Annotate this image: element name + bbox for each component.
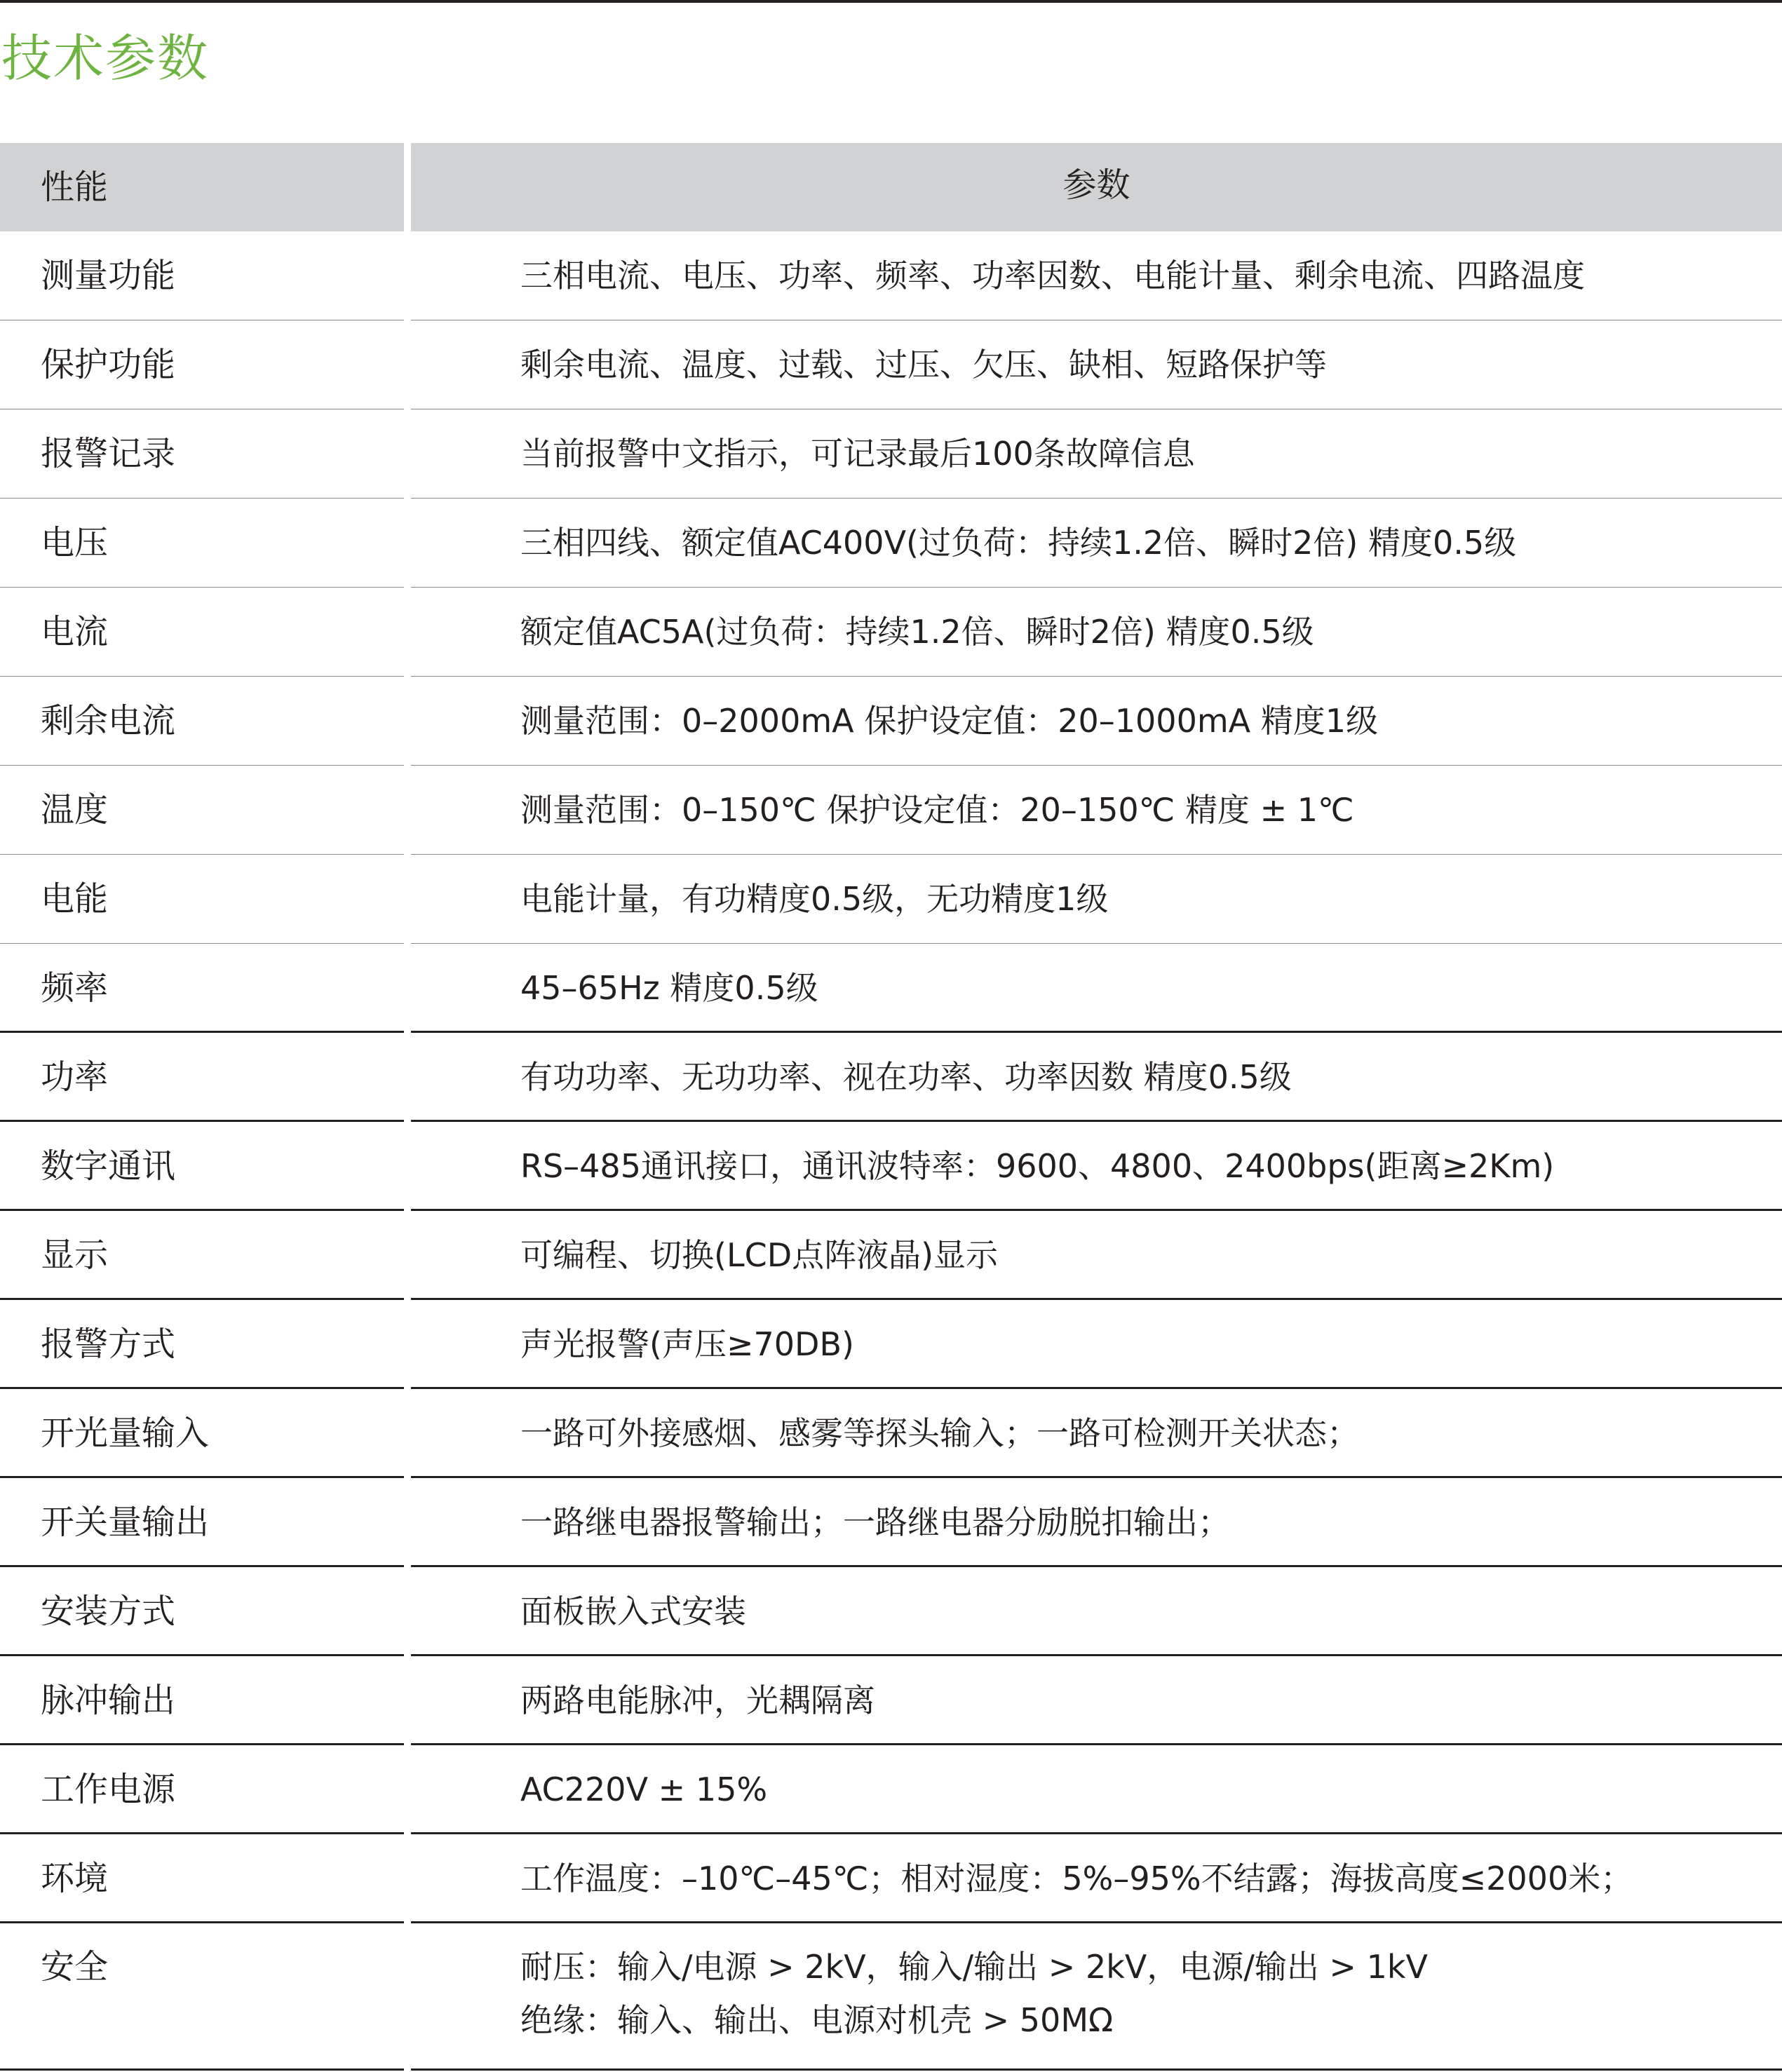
cell-performance: 剩余电流	[41, 701, 176, 740]
table-row	[0, 1122, 1782, 1211]
parameter-line: 绝缘：输入、输出、电源对机壳 > 50MΩ	[520, 2001, 1114, 2039]
table-row	[0, 409, 1782, 499]
table-row	[0, 1389, 1782, 1478]
cell-parameters	[520, 1122, 1769, 1211]
table-row	[0, 231, 1782, 320]
parameter-line: 当前报警中文指示，可记录最后100条故障信息	[520, 435, 1195, 473]
parameter-line: 测量范围：0–150℃ 保护设定值：20–150℃ 精度 ± 1℃	[520, 791, 1354, 829]
table-row	[0, 1656, 1782, 1745]
cell-parameters	[520, 677, 1769, 766]
row-divider	[411, 2068, 1782, 2071]
cell-performance: 脉冲输出	[41, 1681, 176, 1720]
cell-performance: 显示	[41, 1235, 109, 1275]
table-row	[0, 1834, 1782, 1923]
table-row	[0, 677, 1782, 766]
cell-parameters	[520, 409, 1769, 499]
header-parameters: 参数	[411, 143, 1782, 231]
cell-performance: 频率	[41, 968, 109, 1008]
parameter-line: 有功功率、无功功率、视在功率、功率因数 精度0.5级	[520, 1058, 1292, 1096]
cell-performance: 电能	[41, 879, 109, 919]
cell-performance: 开关量输出	[41, 1503, 210, 1542]
parameter-line: 三相电流、电压、功率、频率、功率因数、电能计量、剩余电流、四路温度	[520, 257, 1585, 294]
cell-parameters	[520, 1745, 1769, 1834]
parameter-line: 一路继电器报警输出；一路继电器分励脱扣输出；	[520, 1503, 1230, 1541]
cell-parameters	[520, 1567, 1769, 1656]
cell-parameters	[520, 1389, 1769, 1478]
parameter-line: 电能计量，有功精度0.5级，无功精度1级	[520, 880, 1109, 918]
cell-performance: 测量功能	[41, 256, 176, 295]
cell-performance: 电流	[41, 612, 109, 651]
table-row	[0, 320, 1782, 409]
cell-parameters	[520, 855, 1769, 944]
cell-parameters	[520, 231, 1769, 320]
cell-performance: 保护功能	[41, 345, 176, 384]
table-row	[0, 1567, 1782, 1656]
table-row	[0, 1300, 1782, 1389]
cell-performance: 工作电源	[41, 1770, 176, 1809]
table-header	[0, 143, 1782, 231]
cell-parameters	[520, 1478, 1769, 1567]
cell-parameters	[520, 1834, 1769, 1923]
parameter-line: 可编程、切换(LCD点阵液晶)显示	[520, 1236, 999, 1274]
table-row	[0, 1745, 1782, 1834]
parameter-line: AC220V ± 15%	[520, 1770, 768, 1808]
cell-performance: 安全	[41, 1947, 109, 1986]
cell-parameters	[520, 766, 1769, 855]
table-row	[0, 1033, 1782, 1122]
parameter-line: RS–485通讯接口，通讯波特率：9600、4800、2400bps(距离≥2Km)	[520, 1147, 1555, 1185]
table-body	[0, 231, 1782, 2071]
cell-parameters	[520, 1033, 1769, 1122]
table-row	[0, 499, 1782, 588]
parameter-line: 三相四线、额定值AC400V(过负荷：持续1.2倍、瞬时2倍) 精度0.5级	[520, 524, 1517, 562]
top-rule	[0, 0, 1782, 3]
spec-table	[0, 143, 1782, 2071]
cell-performance: 温度	[41, 790, 109, 830]
parameter-line: 面板嵌入式安装	[520, 1592, 746, 1630]
cell-parameters	[520, 320, 1769, 409]
cell-parameters	[520, 588, 1769, 677]
table-row	[0, 1211, 1782, 1300]
parameter-line: 工作温度：–10℃–45℃；相对湿度：5%–95%不结露；海拔高度≤2000米；	[520, 1860, 1633, 1897]
parameter-line: 耐压：输入/电源 > 2kV，输入/输出 > 2kV，电源/输出 > 1kV	[520, 1948, 1428, 1986]
table-row	[0, 766, 1782, 855]
parameter-line: 额定值AC5A(过负荷：持续1.2倍、瞬时2倍) 精度0.5级	[520, 613, 1314, 651]
cell-performance: 电压	[41, 523, 109, 562]
cell-parameters	[520, 1656, 1769, 1745]
cell-performance: 报警方式	[41, 1325, 176, 1364]
cell-parameters	[520, 944, 1769, 1033]
parameter-line: 45–65Hz 精度0.5级	[520, 969, 818, 1007]
row-divider	[0, 2068, 404, 2071]
cell-parameters	[520, 1940, 1769, 2047]
page-title: 技术参数	[1, 29, 210, 88]
cell-performance: 环境	[41, 1859, 109, 1898]
cell-parameters	[520, 499, 1769, 588]
table-row	[0, 1923, 1782, 2071]
parameter-line: 剩余电流、温度、过载、过压、欠压、缺相、短路保护等	[520, 346, 1327, 384]
table-row	[0, 944, 1782, 1033]
parameter-line: 两路电能脉冲，光耦隔离	[520, 1681, 875, 1719]
cell-performance: 安装方式	[41, 1592, 176, 1631]
parameter-line: 一路可外接感烟、感雾等探头输入；一路可检测开关状态；	[520, 1414, 1359, 1452]
cell-performance: 报警记录	[41, 434, 176, 473]
cell-performance: 数字通讯	[41, 1146, 176, 1186]
table-row	[0, 1478, 1782, 1567]
cell-performance: 开光量输入	[41, 1414, 210, 1453]
cell-parameters	[520, 1300, 1769, 1389]
parameter-line: 声光报警(声压≥70DB)	[520, 1325, 854, 1363]
cell-parameters	[520, 1211, 1769, 1300]
parameter-line: 测量范围：0–2000mA 保护设定值：20–1000mA 精度1级	[520, 702, 1378, 740]
table-row	[0, 588, 1782, 677]
cell-performance: 功率	[41, 1057, 109, 1097]
table-row	[0, 855, 1782, 944]
header-performance: 性能	[0, 143, 404, 231]
